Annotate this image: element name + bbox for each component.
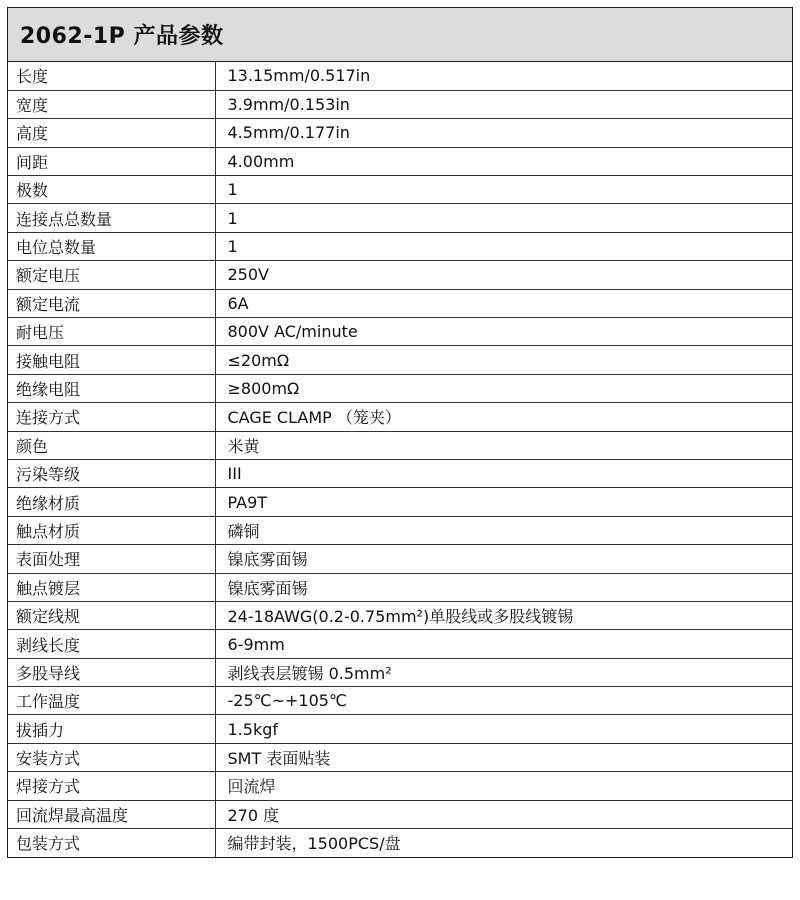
spec-label: 包装方式 [8,829,215,857]
table-row [8,601,792,629]
spec-label: 触点材质 [8,516,215,544]
spec-label: 宽度 [8,90,215,118]
spec-label: 焊接方式 [8,772,215,800]
spec-label: 颜色 [8,431,215,459]
table-row [8,687,792,715]
spec-value: 13.15mm/0.517in [215,62,792,90]
spec-value: 6A [215,289,792,317]
spec-label: 电位总数量 [8,232,215,260]
spec-value: III [215,459,792,487]
table-row [8,431,792,459]
spec-value: 编带封装，1500PCS/盘 [227,834,401,854]
spec-value: 回流焊 [215,772,792,800]
spec-label: 多股导线 [8,658,215,686]
table-row [8,403,792,431]
spec-value: 6-9mm [215,630,792,658]
spec-value: ≥800mΩ [215,374,792,402]
table-row [8,459,792,487]
spec-label: 耐电压 [8,318,215,346]
spec-table-body [8,62,792,857]
spec-value: 4.5mm/0.177in [215,119,792,147]
table-row [8,261,792,289]
table-row [8,232,792,260]
table-row [8,573,792,601]
table-row [8,800,792,828]
table-row [8,743,792,771]
table-row [8,204,792,232]
spec-value: 1 [215,204,792,232]
table-row [8,119,792,147]
sheet-title: 2062-1P 产品参数 [8,8,792,62]
table-row [8,630,792,658]
table-row [8,772,792,800]
table-row [8,374,792,402]
spec-value: 1 [215,232,792,260]
spec-value: 800V AC/minute [215,318,792,346]
spec-sheet [7,7,793,858]
spec-label: 额定线规 [8,601,215,629]
table-row [8,90,792,118]
spec-label: 触点镀层 [8,573,215,601]
table-row [8,715,792,743]
spec-label: 高度 [8,119,215,147]
spec-value: 米黄 [215,431,792,459]
spec-label: 绝缘电阻 [8,374,215,402]
spec-label: 连接方式 [8,403,215,431]
table-row [8,346,792,374]
spec-value: CAGE CLAMP （笼夹） [215,403,792,431]
spec-label: 表面处理 [8,545,215,573]
table-row [8,829,792,857]
spec-label: 连接点总数量 [8,204,215,232]
spec-label: 剥线长度 [8,630,215,658]
spec-label: 回流焊最高温度 [8,800,215,828]
spec-label: 拔插力 [8,715,215,743]
spec-label: 额定电流 [8,289,215,317]
spec-value: 1 [215,176,792,204]
spec-value: 磷铜 [215,516,792,544]
table-row [8,289,792,317]
spec-value: SMT 表面贴装 [215,743,792,771]
table-row [8,62,792,90]
spec-value: 剥线表层镀锡 0.5mm² [215,658,792,686]
spec-value: 1.5kgf [215,715,792,743]
spec-label: 极数 [8,176,215,204]
spec-value: 3.9mm/0.153in [215,90,792,118]
spec-label: 长度 [8,62,215,90]
spec-label: 污染等级 [8,459,215,487]
spec-label: 工作温度 [8,687,215,715]
table-row [8,176,792,204]
spec-label: 安装方式 [8,743,215,771]
spec-label: 间距 [8,147,215,175]
spec-table [8,62,792,857]
spec-value: 250V [215,261,792,289]
table-row [8,545,792,573]
spec-value: -25℃~+105℃ [215,687,792,715]
table-row [8,488,792,516]
spec-value: 镍底雾面锡 [215,545,792,573]
spec-value: ≤20mΩ [215,346,792,374]
spec-value: 4.00mm [215,147,792,175]
table-row [8,658,792,686]
spec-value: 24-18AWG(0.2-0.75mm²)单股线或多股线镀锡 [215,601,792,629]
spec-value: 镍底雾面锡 [215,573,792,601]
table-row [8,147,792,175]
spec-value: 270 度 [215,800,792,828]
spec-label: 接触电阻 [8,346,215,374]
spec-label: 额定电压 [8,261,215,289]
table-row [8,516,792,544]
table-row [8,318,792,346]
spec-value: PA9T [215,488,792,516]
spec-label: 绝缘材质 [8,488,215,516]
